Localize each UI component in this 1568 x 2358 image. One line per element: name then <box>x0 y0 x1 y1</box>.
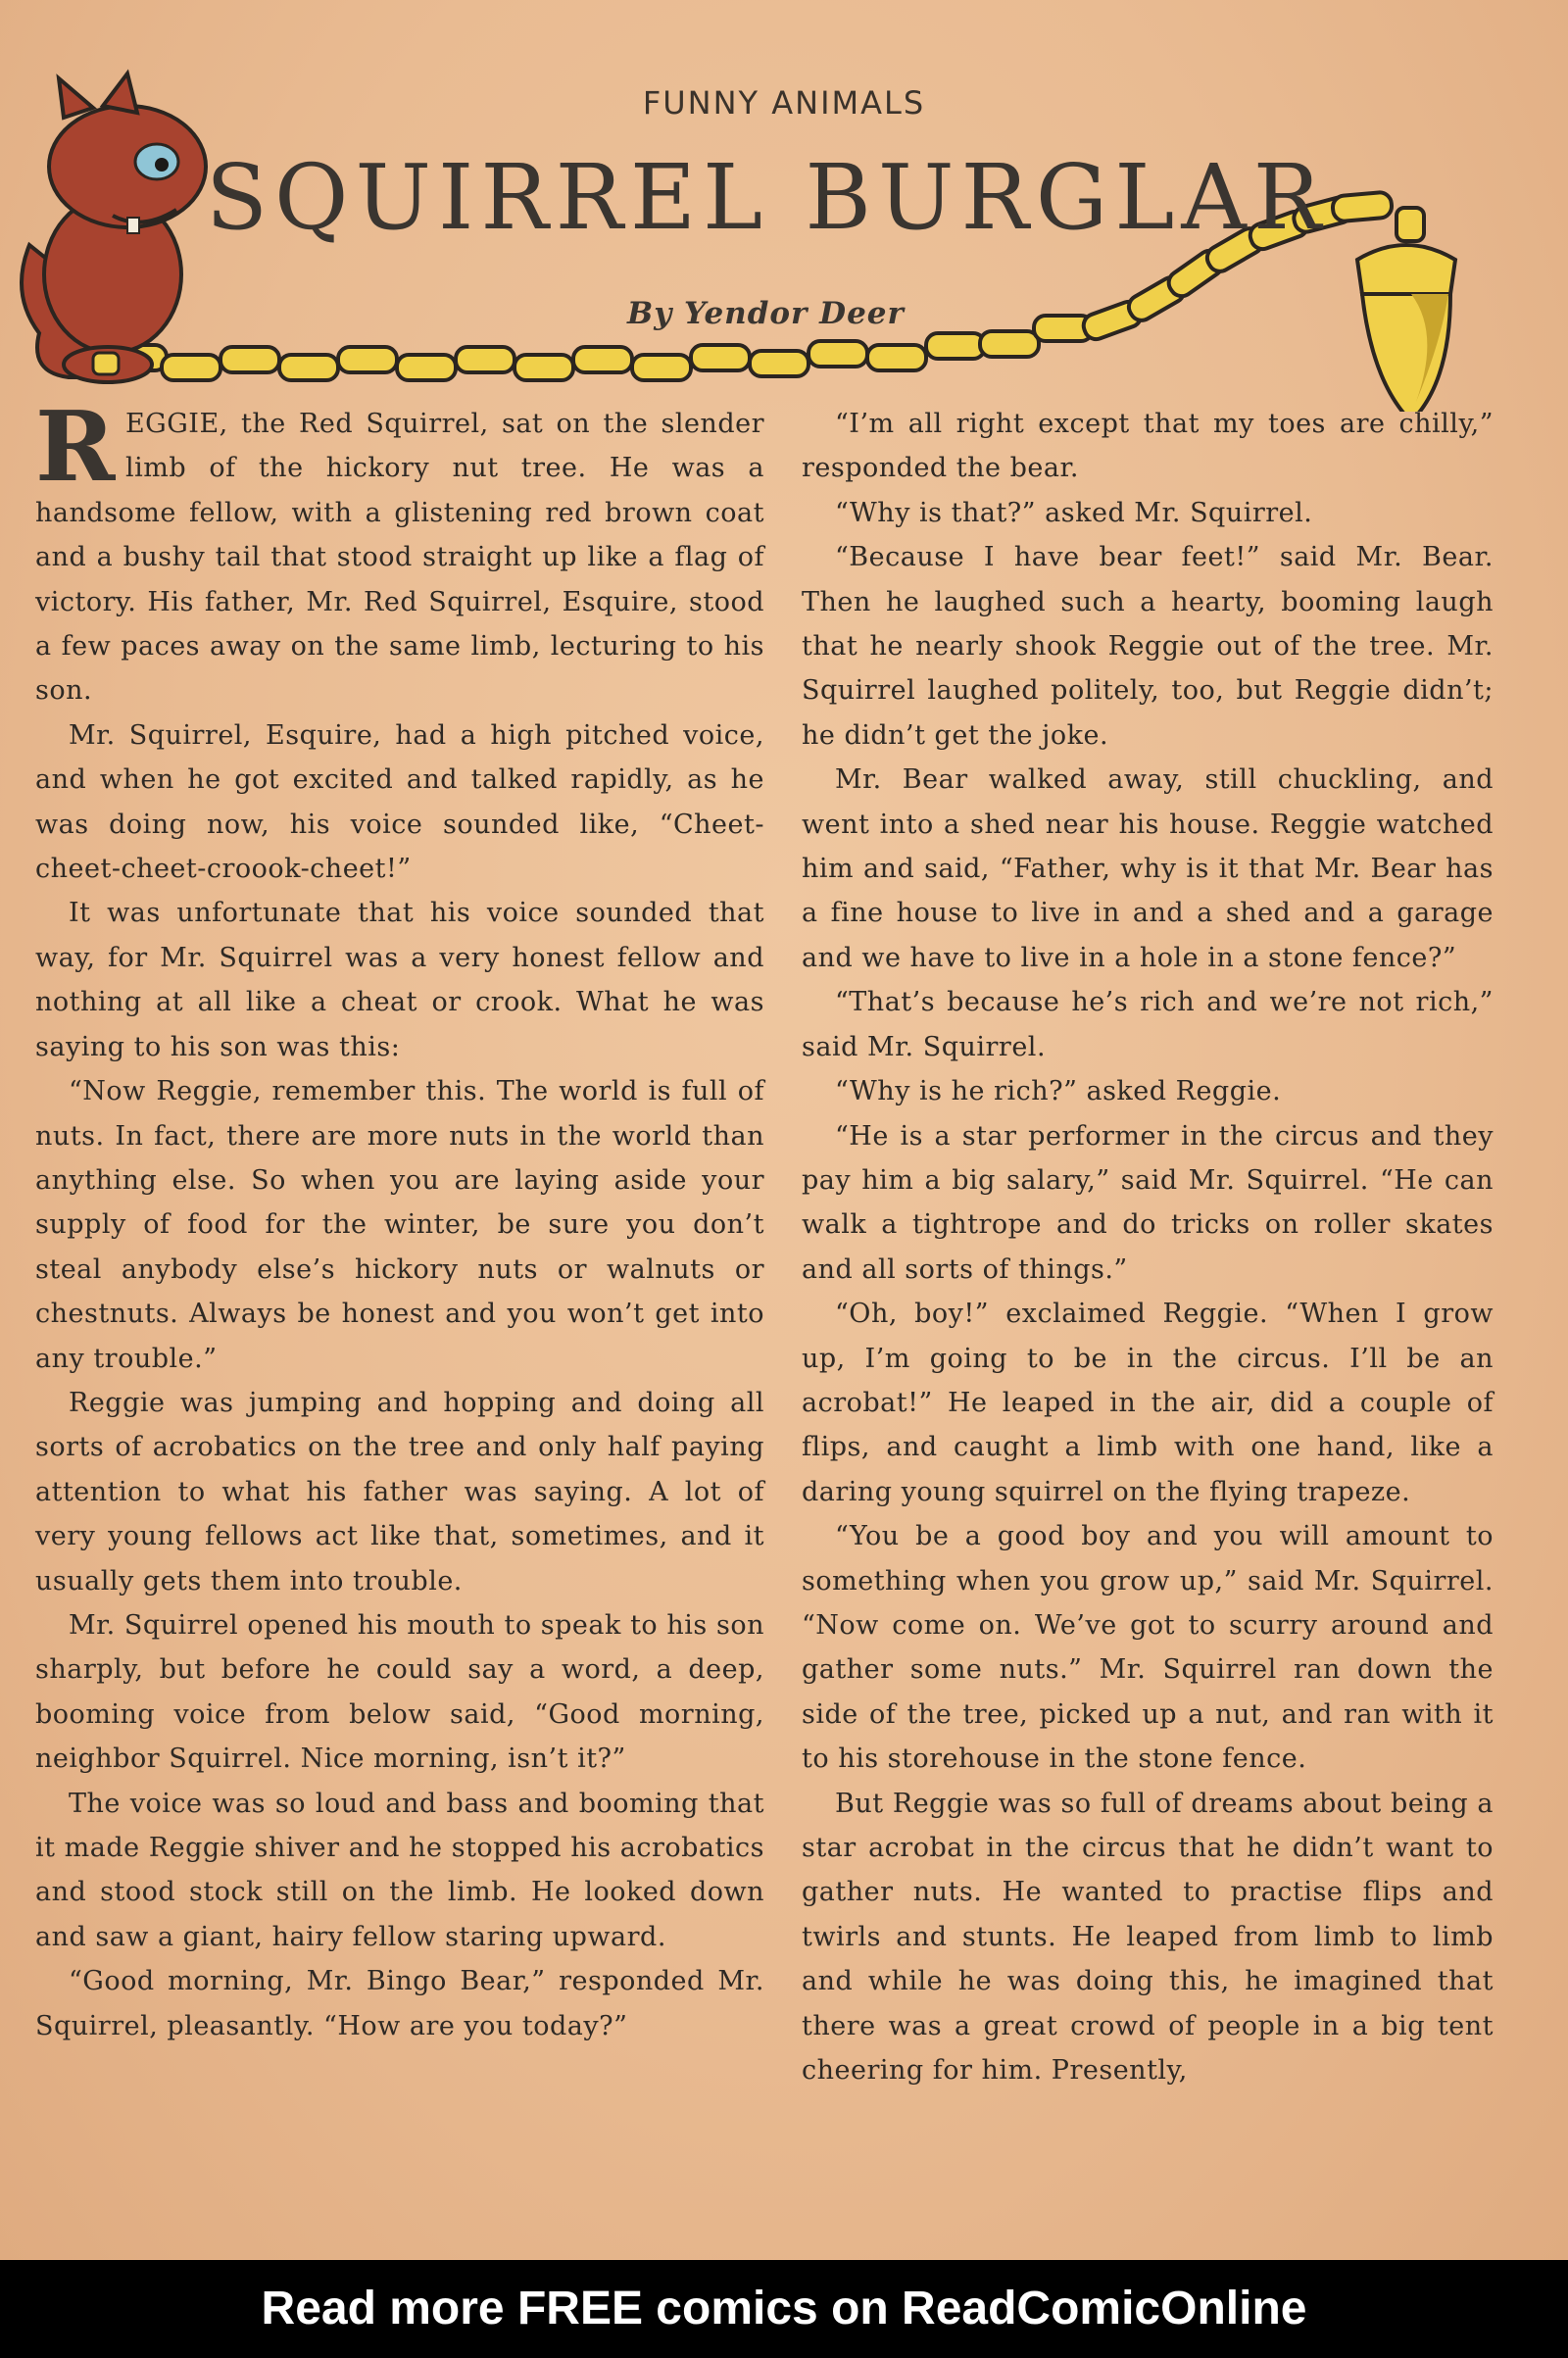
paragraph: “Now Reggie, remember this. The world is full of nuts. In fact, there are more nuts in the world than anything else. So when you are laying aside your supply of food for the winter, be sure you don’t steal anybody else’s hickory nuts or walnuts or chestnuts. Always be honest and you won’t get into any trouble.” <box>35 1076 764 1374</box>
paragraph: Mr. Bear walked away, still chuckling, and went into a shed near his house. Reggie watched him and said, “Father, why is it that Mr. Bear has a fine house to live in and a shed and a garage and we have to live in a hole in a stone fence?” <box>802 764 1494 973</box>
right-column <box>802 402 1494 2092</box>
byline: By Yendor Deer <box>627 296 905 331</box>
paragraph: “Oh, boy!” exclaimed Reggie. “When I grow up, I’m going to be in the circus. I’ll be an acrobat!” He leaped in the air, did a couple of flips, and caught a limb with one hand, like a daring young squirrel on the flying trapeze. <box>802 1299 1494 1507</box>
paragraph: “Why is he rich?” asked Reggie. <box>835 1076 1282 1107</box>
paragraph: “He is a star performer in the circus and they pay him a big salary,” said Mr. Squirrel. “He can walk a tightrope and do tricks on roller skates and all sorts of things.” <box>802 1120 1494 1285</box>
paragraph: The voice was so loud and bass and booming that it made Reggie shiver and he stopped his acrobatics and stood stock still on the limb. He looked down and saw a giant, hairy fellow staring upward. <box>35 1788 764 1952</box>
paragraph: “I’m all right except that my toes are chilly,” responded the bear. <box>802 409 1494 484</box>
story-title: SQUIRREL BURGLAR <box>206 145 1329 250</box>
paragraph: But Reggie was so full of dreams about being a star acrobat in the circus that he didn’t want to gather nuts. He wanted to practise flips and twirls and stunts. He leaped from limb to limb and while he was doing this, he imagined that there was a great crowd of people in a big tent cheering for him. Presently, <box>802 1788 1494 2087</box>
left-column <box>35 391 764 2048</box>
paragraph: “Because I have bear feet!” said Mr. Bear. Then he laughed such a hearty, booming laugh that he nearly shook Reggie out of the tree. Mr. Squirrel laughed politely, too, but Reggie didn’t; he didn’t get the joke. <box>802 542 1494 751</box>
paragraph: “Good morning, Mr. Bingo Bear,” responded Mr. Squirrel, pleasantly. “How are you today?” <box>35 1966 764 2041</box>
running-head: FUNNY ANIMALS <box>642 84 926 122</box>
paragraph: Mr. Squirrel opened his mouth to speak to his son sharply, but before he could say a word, a deep, booming voice from below said, “Good morning, neighbor Squirrel. Nice morning, isn’t it?” <box>35 1609 764 1775</box>
ball-icon <box>1357 208 1455 412</box>
paragraph: It was unfortunate that his voice sounded that way, for Mr. Squirrel was a very honest fellow and nothing at all like a cheat or crook. What he was saying to his son was this: <box>35 898 764 1062</box>
paragraph: REGGIE, the Red Squirrel, sat on the slender limb of the hickory nut tree. He was a handsome fellow, with a glistening red brown coat and a bushy tail that stood straight up like a flag of victory. His father, Mr. Red Squirrel, Esquire, stood a few paces away on the same limb, lecturing to his son. <box>35 391 764 707</box>
paragraph: Reggie was jumping and hopping and doing all sorts of acrobatics on the tree and only half paying attention to what his father was saying. A lot of very young fellows act like that, sometimes, and it usually gets them into trouble. <box>35 1387 764 1597</box>
paragraph: Mr. Squirrel, Esquire, had a high pitched voice, and when he got excited and talked rapidly, as he was doing now, his voice sounded like, “Cheet-cheet-cheet-croook-cheet!” <box>35 719 764 885</box>
drop-cap: R <box>35 391 116 504</box>
paragraph: “That’s because he’s rich and we’re not rich,” said Mr. Squirrel. <box>802 987 1494 1062</box>
paragraph: “Why is that?” asked Mr. Squirrel. <box>835 497 1313 528</box>
promo-banner-link[interactable]: Read more FREE comics on ReadComicOnline <box>0 2260 1568 2358</box>
paragraph: “You be a good boy and you will amount to something when you grow up,” said Mr. Squirrel. “Now come on. We’ve got to scurry around and gather some nuts.” Mr. Squirrel ran down the side of the tree, picked up a nut, and ran with it to his storehouse in the stone fence. <box>802 1521 1494 1775</box>
